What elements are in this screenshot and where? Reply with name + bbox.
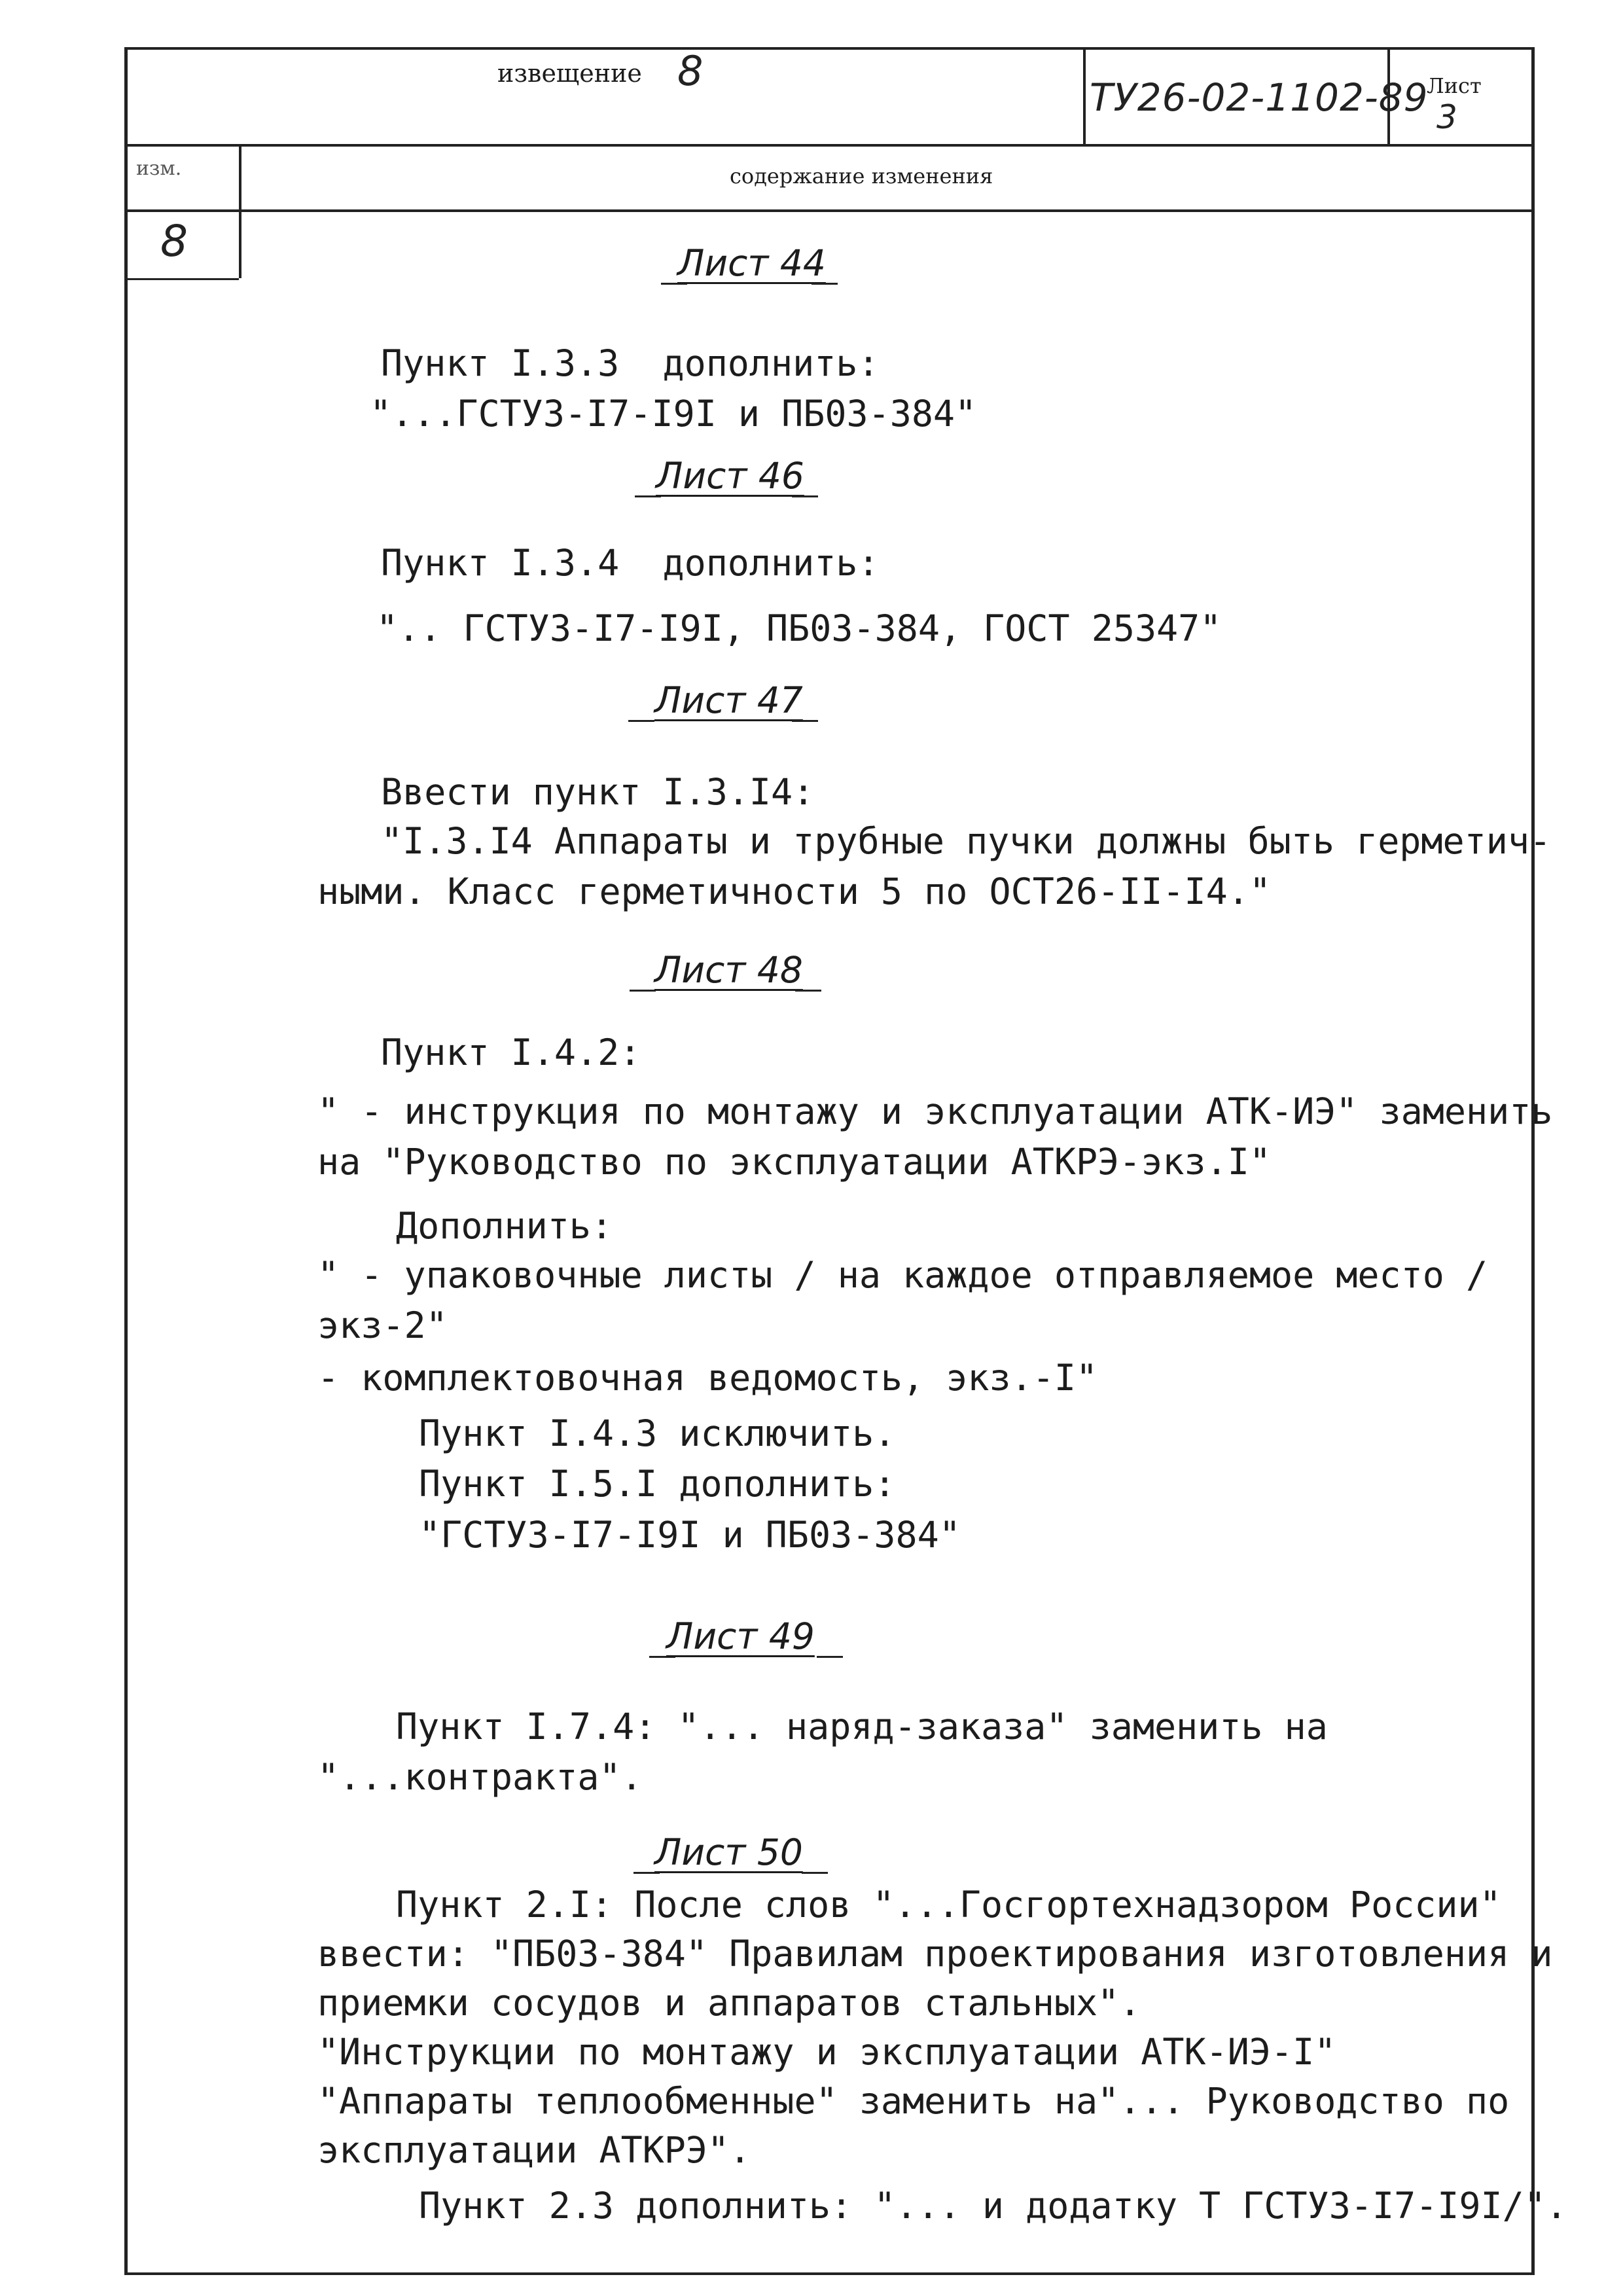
body-line: Ввести пункт I.3.I4: [381,771,815,813]
sheet-dash-right [802,1872,828,1874]
body-line: Пункт 2.I: После слов "...Госгортехнадзором России" [396,1884,1501,1926]
body-line: Пункт I.3.4 дополнить: [381,542,880,584]
body-line: приемки сосудов и аппаратов стальных". [317,1982,1141,2024]
notice-label: извещение [497,59,642,88]
body-line: "Инструкции по монтажу и эксплуатации АТК-ИЭ-I" [317,2031,1336,2073]
body-line: "Аппараты теплообменные" заменить на"... Руководство по [317,2080,1510,2122]
body-line: " - упаковочные листы / на каждое отправляемое место / [317,1254,1488,1296]
body-line: - комплектовочная ведомость, экз.-I" [317,1357,1098,1399]
body-line: Пункт 2.3 дополнить: "... и додатку Т ГСТУ3-I7-I9I/". [419,2185,1567,2227]
sheet-heading: Лист 46 [656,455,804,497]
doc-code-left-divider [1083,47,1086,144]
body-line: Пункт I.4.2: [381,1031,641,1073]
change-col-divider [239,144,241,278]
sheet-dash-right [795,990,821,992]
change-number: 8 [160,216,188,266]
body-line: " - инструкция по монтажу и эксплуатации АТК-ИЭ" заменить [317,1090,1553,1132]
sheet-heading: Лист 49 [666,1615,815,1657]
body-line: Пункт I.5.I дополнить: [419,1463,896,1505]
body-line: экз-2" [317,1304,448,1346]
sheet-dash-right [792,495,818,497]
body-line: "I.3.I4 Аппараты и трубные пучки должны быть герметич- [381,820,1552,862]
body-line: Пункт I.4.3 исключить. [419,1412,896,1454]
body-line: ными. Класс герметичности 5 по ОСТ26-II-I4." [317,870,1271,912]
body-line: на "Руководство по эксплуатации АТКРЭ-экз.I" [317,1141,1271,1183]
body-line: "ГСТУ3-I7-I9I и ПБ03-384" [419,1514,961,1556]
notice-number: 8 [677,47,704,95]
body-line: "...ГСТУ3-I7-I9I и ПБ03-384" [370,393,977,435]
body-line: ".. ГСТУ3-I7-I9I, ПБ03-384, ГОСТ 25347" [376,607,1222,649]
sheet-dash-right [817,1656,843,1658]
body-line: эксплуатации АТКРЭ". [317,2129,751,2171]
body-line: Пункт I.3.3 дополнить: [381,342,880,384]
body-line: Пункт I.7.4: "... наряд-заказа" заменить на [396,1706,1328,1748]
content-col-label: содержание изменения [730,164,993,188]
subheader-divider [124,209,1531,212]
doc-code: ТУ26-02-1102-89 [1090,75,1429,120]
sheet-dash-left [628,720,654,722]
sheet-number: 3 [1436,98,1457,136]
sheet-dash-right [792,720,818,722]
header-divider [124,144,1531,147]
body-line: Дополнить: [396,1205,613,1247]
sheet-heading: Лист 48 [654,949,803,991]
top-border [124,47,1531,50]
sheet-heading: Лист 44 [677,242,826,284]
body-line: "...контракта". [317,1756,643,1798]
sheet-dash-left [630,990,656,992]
change-col-label: изм. [136,157,182,180]
sheet-heading: Лист 50 [654,1831,803,1873]
sheet-heading: Лист 47 [654,679,803,721]
sheet-dash-right [812,283,838,285]
sheet-label: Лист [1427,73,1482,98]
body-line: ввести: "ПБ03-384" Правилам проектирования изготовления и [317,1933,1553,1975]
change-number-underline [124,278,239,280]
